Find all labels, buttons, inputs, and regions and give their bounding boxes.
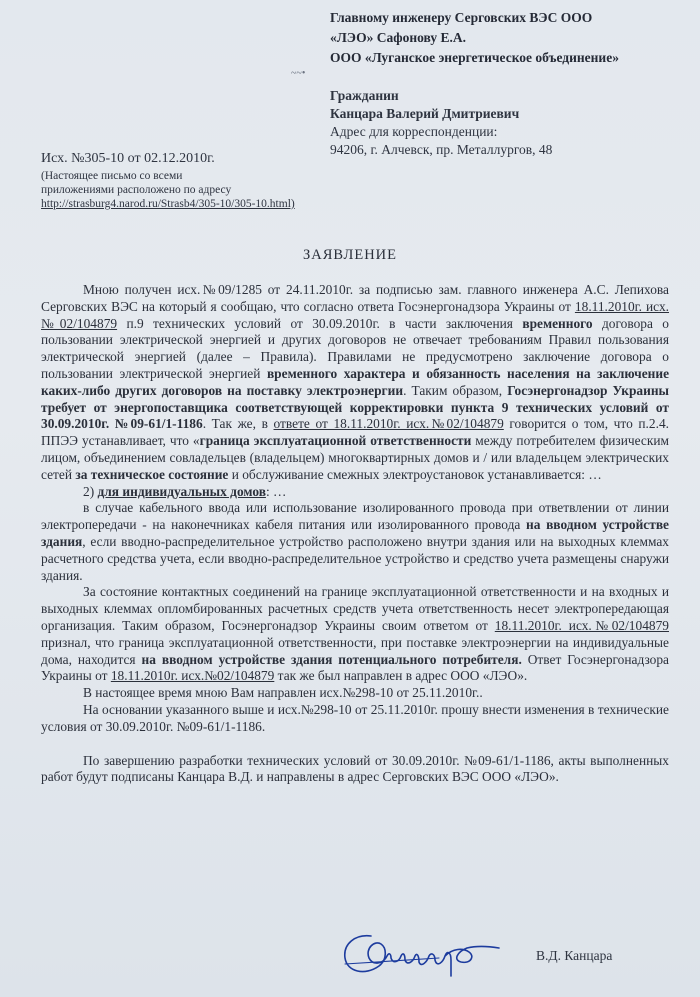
- text-run: в случае кабельного ввода или использование изолированного провода при ответвлении от линии электропередачи - на наконечниках кабеля питания или изолированного провода: [41, 500, 669, 533]
- text-run: 2): [83, 483, 98, 499]
- text-run: и обслуживание смежных электроустановок устанавливается: …: [228, 466, 602, 482]
- note-line: приложениями расположено по адресу: [41, 184, 232, 196]
- emphasis-bold: на вводном устройстве здания потенциального потребителя.: [141, 651, 522, 667]
- outgoing-reference: [41, 152, 295, 211]
- emphasis-bold: временного: [522, 315, 593, 331]
- signer-name: В.Д. Канцара: [536, 948, 613, 963]
- address-label: Адрес для корреспонденции:: [330, 124, 498, 139]
- text-run: п.9 технических условий от 30.09.2010г. в части заключения: [117, 315, 523, 331]
- outgoing-number: Исх. №305-10 от 02.12.2010г.: [41, 151, 215, 166]
- recipient-line: ООО «Луганское энергетическое объединение»: [330, 50, 619, 65]
- text-run: признал, что граница эксплуатационной ответственности, при поставке электроэнергии на индивидуальные дома, находится: [41, 634, 669, 667]
- reference-underlined: ответе от 18.11.2010г. исх.№02/104879: [273, 416, 504, 432]
- reference-underlined: 18.11.2010г. исх.№02/104879: [494, 617, 669, 633]
- text-run: говорится о том, что п.2.4. ППЭЭ устанавливает, что «: [41, 416, 669, 449]
- text-run: , если вводно-распределительное устройство расположено внутри здания или на выходных клеммах расчетного средства учета, если вводно-распределительное устройство и средство учета размещены снаружи здания.: [41, 533, 669, 583]
- emphasis-bold: за техническое состояние: [75, 466, 229, 482]
- paragraph-1: [41, 282, 669, 484]
- emphasis-bold: на вводном устройстве здания: [41, 517, 670, 549]
- reference-underlined: 18.11.2010г. исх.№02/104879: [41, 298, 669, 331]
- paragraph-6: На основании указанного выше и исх.№298-10 от 25.11.2010г. прошу внести изменения в технические условия от 30.09.2010г. №09-61/1-1186.: [41, 701, 669, 734]
- text-run: договора о пользовании электрической энергией и других договоров не отвечает требованиям Правил пользования электрической энергией (далее – Правила). Правилами не предусмотрено заключение договора о пользовании электрической энергией: [41, 315, 669, 381]
- text-run: Мною получен исх.№09/1285 от 24.11.2010г. за подписью зам. главного инженера А.С. Лепихова Серговских ВЭС на который я сообщаю, что согласно ответа Госэнергонадзора Украины от: [41, 282, 669, 314]
- paragraph-4: [41, 584, 669, 685]
- reference-underlined: 18.11.2010г. исх.№02/104879: [110, 668, 275, 684]
- pen-mark: ~~•: [291, 68, 306, 79]
- sender-name: Канцара Валерий Дмитриевич: [330, 106, 520, 121]
- sender-block: [330, 87, 552, 159]
- paragraph-5: В настоящее время мною Вам направлен исх.№298-10 от 25.11.2010г..: [83, 685, 483, 701]
- text-run: : …: [265, 483, 287, 499]
- emphasis-bold: временного характера и обязанность населения на заключение каких-либо других договоров на поставку электроэнергии: [41, 365, 670, 398]
- document-title: ЗАЯВЛЕНИЕ: [302, 247, 398, 263]
- emphasis-bold: Госэнергонадзор Украины требует от энергопоставщика соответствующей корректировки пункта 9 технических условий от 30.09.2010г. №09-61/1-1186: [41, 382, 669, 432]
- text-run: . Так же, в: [202, 416, 274, 432]
- address-value: 94206, г. Алчевск, пр. Металлургов, 48: [330, 142, 553, 157]
- handwritten-signature: [335, 918, 505, 988]
- paragraph-7: По завершению разработки технических условий от 30.09.2010г. №09-61/1-1186, акты выполненных работ будут подписаны Канцара В.Д. и направлены в адрес Серговских ВЭС ООО «ЛЭО».: [41, 752, 669, 785]
- emphasis-bold: для индивидуальных домов: [97, 483, 266, 499]
- recipient-block: [330, 8, 619, 68]
- text-run: так же был направлен в адрес ООО «ЛЭО».: [274, 668, 528, 684]
- note-line: (Настоящее письмо со всеми: [41, 170, 183, 182]
- text-run: между потребителем физическим лицом, объединением совладельцев (владельцем) многоквартирных домов и / или владельцем электрических сетей: [41, 433, 669, 482]
- letter-body: [41, 282, 669, 786]
- sender-label: Гражданин: [330, 88, 399, 103]
- paragraph-2: [41, 484, 669, 501]
- recipient-line: Главному инженеру Серговских ВЭС ООО: [330, 10, 593, 25]
- text-run: . Таким образом,: [403, 382, 508, 398]
- recipient-line: «ЛЭО» Сафонову Е.А.: [330, 30, 466, 45]
- paragraph-3: [41, 500, 669, 584]
- emphasis-bold: граница эксплуатационной ответственности: [199, 433, 472, 449]
- text-run: За состояние контактных соединений на границе эксплуатационной ответственности и на входных и выходных клеммах опломбированных расчетных средств учета ответственность несет электропередающая организация. Таким образом, Госэнергонадзор Украины своим ответом от: [41, 584, 669, 633]
- text-run: Ответ Госэнергонадзора Украины от: [41, 651, 669, 684]
- document-link[interactable]: http://strasburg4.narod.ru/Strasb4/305-10/305-10.html): [41, 198, 295, 210]
